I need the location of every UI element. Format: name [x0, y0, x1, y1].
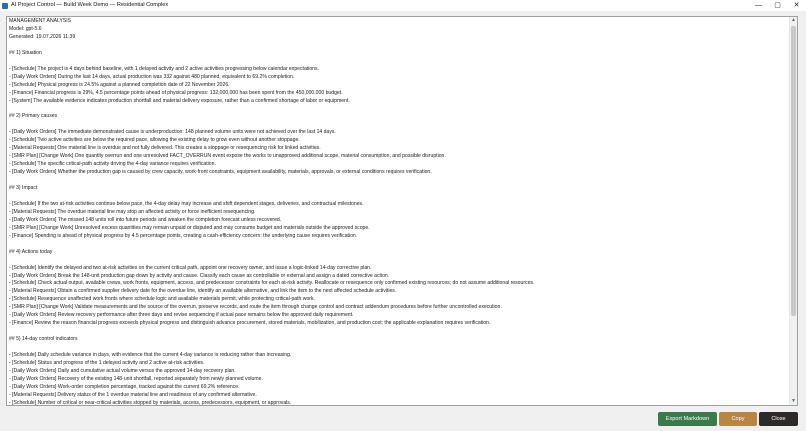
- section-heading: ## 1) Situation: [9, 49, 42, 56]
- report-line: - [Schedule] Resequence unaffected work fronts where schedule logic and available materials permit, while protecting critical-path work.: [9, 296, 315, 303]
- window-controls: [749, 0, 806, 11]
- section-heading: ## 4) Actions today: [9, 248, 53, 255]
- report-line: - [Daily Work Orders] Break the 148-unit production gap down by activity and cause. Classify each cause as controllable or external and assign a dated corrective action.: [9, 272, 390, 279]
- blank-line: [9, 105, 785, 113]
- report-line: - [Material Requests] Obtain a confirmed supplier delivery date for the overdue line, identify an available alternative, and link the item to the next affected schedule activities.: [9, 288, 397, 295]
- report-line: - [Finance] Financial progress is 29%, 4.5 percentage points ahead of physical progress: 132,000,000 has been spent from the 450,000,000 budget.: [9, 89, 343, 96]
- report-line: - [Schedule] Identify the delayed and two at-risk activities on the current critical path, appoint one recovery owner, and issue a logic-linked 14-day corrective plan.: [9, 264, 372, 271]
- report-line: - [Schedule] Two active activities are below the required pace, allowing the existing delay to grow even without another stoppage.: [9, 137, 300, 144]
- report-line: - [Daily Work Orders] Daily and cumulative actual volume versus the approved 14-day recovery plan.: [9, 367, 236, 374]
- report-line: - [Daily Work Orders] During the last 14 days, actual production was 332 against 480 planned, equivalent to 69.2% completion.: [9, 73, 295, 80]
- report-line: - [Schedule] The project is 4 days behind baseline, with 1 delayed activity and 2 active activities progressing below calendar expectations.: [9, 65, 319, 72]
- report-line: - [Schedule] Check actual output, available crews, work fronts, equipment, access, and predecessor constraints for each at-risk activity. Reallocate or resequence only confirmed existing resources; do not assume additional resources.: [9, 280, 535, 287]
- minimize-icon[interactable]: —: [755, 2, 762, 9]
- report-line: - [SMR Plan] [Change Work] Unresolved excess quantities may remain unpaid or disputed and may consume budget and materials outside the approved scope.: [9, 224, 370, 231]
- blank-line: [9, 177, 785, 185]
- scroll-down-icon[interactable]: ▼: [791, 398, 796, 404]
- report-line: Generated: 19.07.2026 11:39: [9, 33, 76, 40]
- section-heading: ## 5) 14-day control indicators: [9, 336, 78, 343]
- close-window-icon[interactable]: ✕: [793, 2, 800, 9]
- blank-line: [9, 328, 785, 336]
- report-line: - [Schedule] Daily schedule variance in days, with evidence that the current 4-day variance is reducing rather than increasing.: [9, 352, 292, 359]
- copy-button[interactable]: Copy: [719, 412, 757, 426]
- blank-line: [9, 257, 785, 265]
- report-line: - [System] The available evidence indicates production shortfall and material delivery exposure, rather than a confirmed shortage of labor or equipment.: [9, 97, 350, 104]
- window-titlebar: [0, 0, 806, 11]
- report-line: - [Schedule] Physical progress is 24.5% against a planned completion date of 22 November 2026.: [9, 81, 230, 88]
- report-line: - [Daily Work Orders] Whether the production gap is caused by crew capacity, work-front constraints, equipment availability, materials, approvals, or external conditions requires verification.: [9, 169, 432, 176]
- section-heading: ## 3) Impact: [9, 185, 38, 192]
- report-line: - [Daily Work Orders] The immediate demonstrated cause is underproduction: 148 planned volume units were not achieved over the last 14 days.: [9, 129, 336, 136]
- report-line: - [Daily Work Orders] Work-order completion percentage, tracked against the current 69.2% reference.: [9, 383, 240, 390]
- maximize-icon[interactable]: ▢: [774, 2, 781, 9]
- report-line: - [Finance] Review the reason financial progress exceeds physical progress and distinguish advance procurement, stored materials, mobilization, and production cost; the applicable explanation requires verification.: [9, 320, 491, 327]
- report-line: - [Material Requests] The overdue material line may stop an affected activity or force inefficient resequencing.: [9, 208, 256, 215]
- blank-line: [9, 42, 785, 50]
- window-title: AI Project Control — Build Week Demo — Residential Complex: [11, 2, 169, 8]
- blank-line: [9, 121, 785, 129]
- report-content: [9, 18, 785, 405]
- report-line: - [SMR Plan] [Change Work] One quantity overrun and one unresolved FACT_OVERRUN event expose the works to unapproved additional scope, material consumption, and possible disruption.: [9, 153, 446, 160]
- report-text-area[interactable]: [6, 16, 798, 406]
- report-line: - [Schedule] The specific critical-path activity driving the 4-day variance requires verification.: [9, 161, 216, 168]
- scroll-thumb[interactable]: [791, 26, 796, 316]
- report-line: MANAGEMENT ANALYSIS: [9, 18, 72, 24]
- app-icon: [2, 3, 8, 9]
- report-line: Model: gpt-5.6: [9, 25, 42, 32]
- export-markdown-button[interactable]: Export Markdown: [658, 412, 717, 426]
- scroll-up-icon[interactable]: ▲: [791, 17, 796, 23]
- blank-line: [9, 193, 785, 201]
- close-button[interactable]: Close: [759, 412, 798, 426]
- blank-line: [9, 241, 785, 249]
- blank-line: [9, 344, 785, 352]
- report-line: - [Material Requests] Delivery status of the 1 overdue material line and readiness of any confirmed alternative.: [9, 391, 257, 398]
- report-line: - [Daily Work Orders] The missed 148 units roll into future periods and weaken the completion forecast unless recovered.: [9, 216, 282, 223]
- vertical-scrollbar[interactable]: [789, 17, 797, 405]
- section-heading: ## 2) Primary causes: [9, 113, 58, 120]
- report-line: - [Schedule] Number of critical or near-critical activities stopped by materials, access, predecessors, equipment, or approvals.: [9, 399, 292, 405]
- report-line: - [Daily Work Orders] Review recovery performance after three days and revise sequencing if actual pace remains below the approved daily requirement.: [9, 312, 354, 319]
- report-line: - [Daily Work Orders] Recovery of the existing 148-unit shortfall, reported separately from newly planned volume.: [9, 375, 263, 382]
- report-line: - [Schedule] If the two at-risk activities continue below pace, the 4-day delay may increase and shift dependent stages, deliveries, and contractual milestones.: [9, 200, 364, 207]
- report-line: - [Schedule] Status and progress of the 1 delayed activity and 2 active at-risk activities.: [9, 359, 205, 366]
- blank-line: [9, 58, 785, 66]
- report-line: - [Finance] Spending is ahead of physical progress by 4.5 percentage points, creating a cash-efficiency concern; the underlying cause requires verification.: [9, 232, 358, 239]
- report-line: - [Material Requests] One material line is overdue and not fully delivered. This creates a stoppage or resequencing risk for linked activities.: [9, 145, 321, 152]
- report-line: - [SMR Plan] [Change Work] Validate measurements and the source of the overrun, preserve records, and route the item through change control and contract addendum procedures before further uncontrolled execution.: [9, 304, 502, 311]
